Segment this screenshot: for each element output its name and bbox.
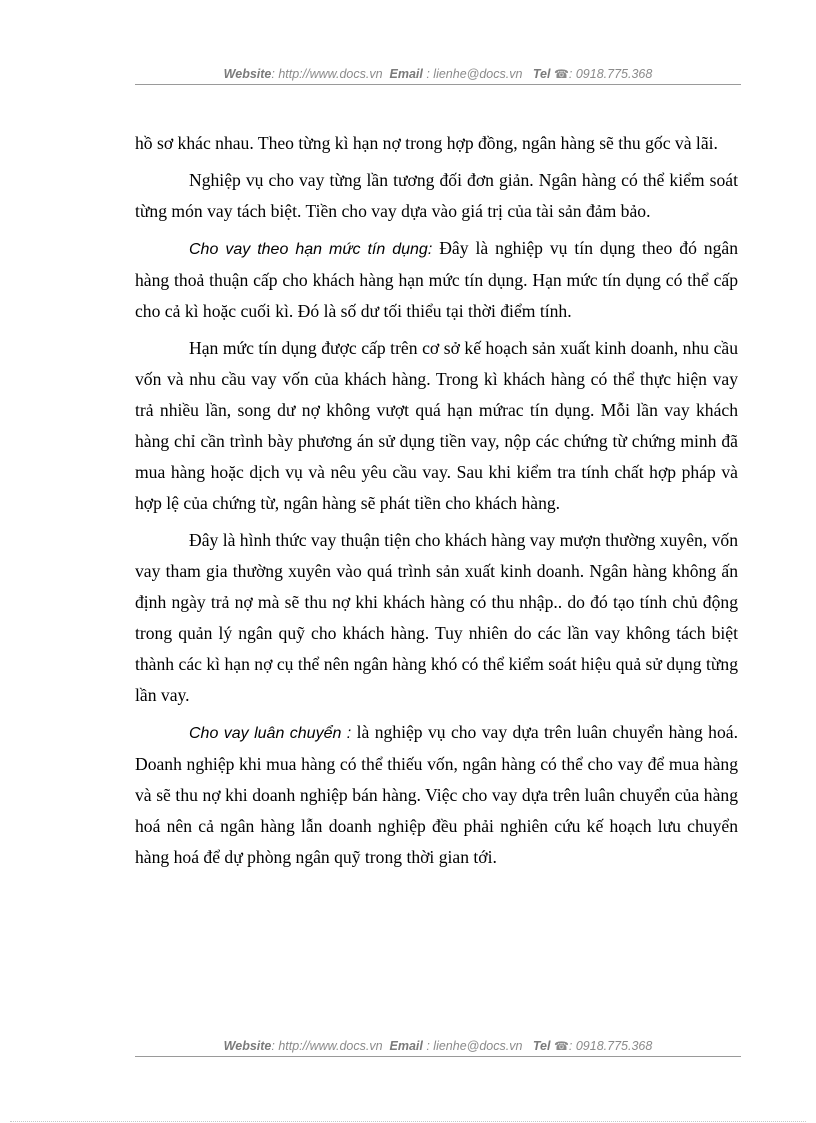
phone-icon: ☎ <box>553 67 569 81</box>
footer-tel-value: : 0918.775.368 <box>568 1039 653 1053</box>
paragraph-4: Hạn mức tín dụng được cấp trên cơ sở kế hoạch sản xuất kinh doanh, nhu cầu vốn và nhu cầu vay vốn của khách hàng. Trong kì khách hàng có thể thực hiện vay trả nhiều lần, song dư nợ không vượt quá hạn mứrac tín dụng. Mỗi lần vay khách hàng chỉ cần trình bày phương án sử dụng tiền vay, nộp các chứng từ chứng minh đã mua hàng hoặc dịch vụ và nêu yêu cầu vay. Sau khi kiểm tra tính chất hợp pháp và hợp lệ của chứng từ, ngân hàng sẽ phát tiền cho khách hàng. <box>135 338 738 513</box>
header-website-value: : http://www.docs.vn <box>271 67 383 81</box>
document-body <box>135 128 738 879</box>
paragraph-6 <box>135 717 738 873</box>
header-email-label: Email <box>389 67 423 81</box>
header-email-value: : lienhe@docs.vn <box>426 67 523 81</box>
header-website-label: Website <box>223 67 272 81</box>
page-footer <box>135 1039 741 1053</box>
paragraph-3-text: Đây là nghiệp vụ tín dụng theo đó ngân hàng thoả thuận cấp cho khách hàng hạn mức tín dụng. Hạn mức tín dụng có thể cấp cho cả kì hoặc cuối kì. Đó là số dư tối thiểu tại thời điểm tính. <box>135 238 738 321</box>
footer-website-value: : http://www.docs.vn <box>271 1039 383 1053</box>
paragraph-1: hồ sơ khác nhau. Theo từng kì hạn nợ trong hợp đồng, ngân hàng sẽ thu gốc và lãi. <box>135 133 718 153</box>
header-tel-label: Tel <box>532 67 551 81</box>
footer-tel-label: Tel <box>532 1039 551 1053</box>
paragraph-5: Đây là hình thức vay thuận tiện cho khách hàng vay mượn thường xuyên, vốn vay tham gia thường xuyên vào quá trình sản xuất kinh doanh. Ngân hàng không ấn định ngày trả nợ mà sẽ thu nợ khi khách hàng có thu nhập.. do đó tạo tính chủ động trong quản lý ngân quỹ cho khách hàng. Tuy nhiên do các lần vay không tách biệt thành các kì hạn nợ cụ thể nên ngân hàng khó có thể kiểm soát hiệu quả sử dụng từng lần vay. <box>135 530 739 705</box>
term-credit-limit: Cho vay theo hạn mức tín dụng: <box>189 241 433 258</box>
footer-rule <box>135 1056 741 1057</box>
footer-website-label: Website <box>223 1039 272 1053</box>
header-rule <box>135 84 741 85</box>
footer-email-label: Email <box>389 1039 423 1053</box>
page-header <box>135 67 741 81</box>
header-tel-value: : 0918.775.368 <box>568 67 653 81</box>
paragraph-3 <box>135 233 738 327</box>
page-boundary <box>10 1121 806 1122</box>
phone-icon: ☎ <box>553 1039 569 1053</box>
paragraph-2: Nghiệp vụ cho vay từng lần tương đối đơn giản. Ngân hàng có thể kiểm soát từng món vay tách biệt. Tiền cho vay dựa vào giá trị của tài sản đảm bảo. <box>135 170 738 221</box>
footer-email-value: : lienhe@docs.vn <box>426 1039 523 1053</box>
paragraph-6-text: là nghiệp vụ cho vay dựa trên luân chuyển hàng hoá. Doanh nghiệp khi mua hàng có thể thiếu vốn, ngân hàng có thể cho vay để mua hàng và sẽ thu nợ khi doanh nghiệp bán hàng. Việc cho vay dựa trên luân chuyển của hàng hoá nên cả ngân hàng lẫn doanh nghiệp đều phải nghiên cứu kế hoạch lưu chuyển hàng hoá để dự phòng ngân quỹ trong thời gian tới. <box>135 722 738 867</box>
term-revolving-loan: Cho vay luân chuyển : <box>189 725 352 742</box>
